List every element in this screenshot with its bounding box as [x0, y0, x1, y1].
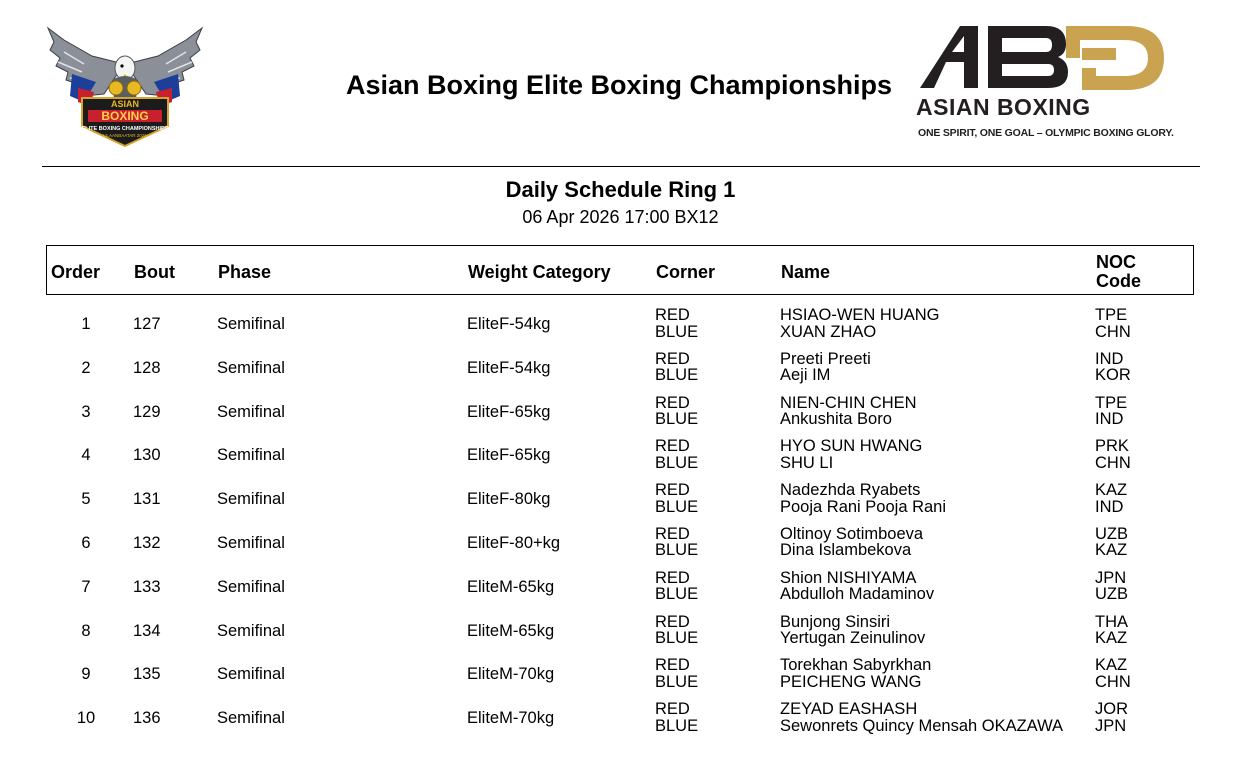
cell-weight: EliteF-65kg — [467, 402, 551, 421]
eagle-emblem-icon — [44, 22, 206, 152]
cell-weight: EliteM-65kg — [467, 621, 555, 640]
red-boxer-name: ZEYAD EASHASH — [780, 700, 918, 719]
cell-order: 2 — [81, 358, 91, 377]
table-row — [0, 480, 1241, 524]
cell-corner — [655, 657, 698, 690]
cell-weight: EliteF-54kg — [467, 358, 551, 377]
red-noc: JOR — [1095, 700, 1128, 719]
red-noc: KAZ — [1095, 656, 1128, 675]
cell-bout: 128 — [133, 358, 161, 377]
svg-text:ELITE BOXING CHAMPIONSHIPS: ELITE BOXING CHAMPIONSHIPS — [81, 126, 169, 132]
corner-red: RED — [655, 612, 690, 631]
cell-bout: 129 — [133, 402, 161, 421]
cell-name — [780, 438, 922, 471]
corner-red: RED — [655, 568, 690, 587]
header-order: Order — [51, 262, 101, 282]
cell-corner — [655, 395, 698, 428]
blue-noc: KOR — [1095, 366, 1131, 385]
cell-order: 10 — [76, 709, 96, 728]
table-row — [0, 524, 1241, 568]
blue-boxer-name: Sewonrets Quincy Mensah OKAZAWA — [780, 716, 1064, 735]
schedule-title: Daily Schedule Ring 1 — [505, 177, 736, 202]
cell-bout: 127 — [133, 315, 161, 333]
cell-name — [780, 614, 925, 647]
header-phase: Phase — [218, 262, 272, 282]
red-boxer-name: Torekhan Sabyrkhan — [780, 656, 932, 675]
cell-phase: Semifinal — [217, 315, 285, 333]
blue-boxer-name: Yertugan Zeinulinov — [780, 629, 926, 648]
table-row — [0, 699, 1241, 743]
red-boxer-name: NIEN-CHIN CHEN — [780, 393, 917, 412]
red-noc: TPE — [1095, 306, 1128, 324]
cell-corner — [655, 701, 698, 734]
cell-bout: 136 — [133, 709, 161, 728]
table-row — [0, 568, 1241, 612]
table-row — [0, 655, 1241, 699]
header-corner: Corner — [656, 262, 716, 282]
blue-boxer-name: Ankushita Boro — [780, 410, 892, 429]
cell-phase: Semifinal — [217, 665, 285, 684]
cell-name — [780, 657, 931, 690]
corner-blue: BLUE — [655, 453, 699, 472]
cell-phase: Semifinal — [217, 709, 285, 728]
red-noc: PRK — [1095, 437, 1129, 456]
cell-noc — [1095, 351, 1131, 384]
header-noc-code — [1096, 253, 1141, 291]
cell-noc — [1095, 307, 1131, 340]
cell-bout: 133 — [133, 577, 161, 596]
cell-name — [780, 570, 934, 603]
cell-order: 1 — [81, 315, 91, 333]
header-name: Name — [781, 262, 831, 282]
cell-weight: EliteF-54kg — [467, 315, 551, 333]
cell-order: 5 — [81, 490, 91, 509]
header-divider — [42, 166, 1200, 167]
red-boxer-name: Shion NISHIYAMA — [780, 568, 917, 587]
red-boxer-name: HSIAO-WEN HUANG — [780, 306, 940, 324]
svg-text:BOXING: BOXING — [101, 109, 149, 123]
header-bout: Bout — [134, 262, 175, 282]
blue-noc: IND — [1095, 497, 1124, 516]
red-boxer-name: Nadezhda Ryabets — [780, 481, 921, 500]
table-row — [0, 349, 1241, 393]
cell-weight: EliteM-70kg — [467, 665, 555, 684]
corner-blue: BLUE — [655, 585, 699, 604]
svg-text:ASIAN: ASIAN — [110, 99, 140, 109]
cell-corner — [655, 482, 698, 515]
corner-red: RED — [655, 524, 690, 543]
table-header — [46, 245, 1194, 295]
abd-logo — [916, 22, 1172, 146]
corner-blue: BLUE — [655, 366, 699, 385]
header-noc-line1: NOC — [1096, 252, 1136, 272]
corner-blue: BLUE — [655, 716, 699, 735]
schedule-rows — [0, 305, 1241, 743]
corner-red: RED — [655, 700, 690, 719]
cell-order: 6 — [81, 533, 91, 552]
svg-text:ULAANBAATAR 2026: ULAANBAATAR 2026 — [103, 133, 147, 138]
cell-order: 7 — [81, 577, 91, 596]
cell-phase: Semifinal — [217, 577, 285, 596]
blue-noc: JPN — [1095, 716, 1127, 735]
red-noc: UZB — [1095, 524, 1128, 543]
corner-blue: BLUE — [655, 497, 699, 516]
cell-weight: EliteF-65kg — [467, 446, 551, 465]
blue-boxer-name: Dina Islambekova — [780, 541, 912, 560]
cell-order: 3 — [81, 402, 91, 421]
table-row — [0, 305, 1241, 349]
table-row — [0, 436, 1241, 480]
cell-weight: EliteM-70kg — [467, 709, 555, 728]
blue-boxer-name: Abdulloh Madaminov — [780, 585, 935, 604]
corner-red: RED — [655, 656, 690, 675]
corner-blue: BLUE — [655, 672, 699, 691]
blue-noc: KAZ — [1095, 541, 1128, 560]
corner-red: RED — [655, 306, 690, 324]
abd-monogram-icon — [916, 22, 1172, 92]
cell-phase: Semifinal — [217, 490, 285, 509]
cell-noc — [1095, 614, 1128, 647]
cell-name — [780, 351, 871, 384]
corner-red: RED — [655, 393, 690, 412]
cell-noc — [1095, 657, 1131, 690]
cell-corner — [655, 307, 698, 340]
header-weight-category: Weight Category — [468, 262, 611, 282]
cell-bout: 132 — [133, 533, 161, 552]
cell-corner — [655, 614, 698, 647]
corner-blue: BLUE — [655, 410, 699, 429]
eagle-logo — [44, 22, 206, 152]
corner-blue: BLUE — [655, 322, 699, 341]
table-row — [0, 393, 1241, 437]
corner-blue: BLUE — [655, 541, 699, 560]
red-noc: THA — [1095, 612, 1128, 631]
cell-corner — [655, 570, 698, 603]
blue-boxer-name: PEICHENG WANG — [780, 672, 922, 691]
cell-order: 9 — [81, 665, 91, 684]
page-title: Asian Boxing Elite Boxing Championships — [346, 70, 893, 100]
cell-noc — [1095, 482, 1127, 515]
cell-corner — [655, 438, 698, 471]
blue-noc: CHN — [1095, 672, 1131, 691]
blue-noc: IND — [1095, 410, 1124, 429]
blue-noc: CHN — [1095, 322, 1131, 341]
cell-phase: Semifinal — [217, 446, 285, 465]
red-boxer-name: Oltinoy Sotimboeva — [780, 524, 924, 543]
cell-bout: 134 — [133, 621, 161, 640]
header-noc-line2: Code — [1096, 271, 1141, 291]
cell-name — [780, 395, 917, 428]
cell-name — [780, 701, 1063, 734]
cell-name — [780, 482, 946, 515]
cell-noc — [1095, 526, 1128, 559]
blue-boxer-name: Aeji IM — [780, 366, 831, 385]
blue-noc: CHN — [1095, 453, 1131, 472]
cell-noc — [1095, 438, 1131, 471]
blue-noc: KAZ — [1095, 629, 1128, 648]
corner-blue: BLUE — [655, 629, 699, 648]
abd-logo-text: ASIAN BOXING — [916, 94, 1091, 120]
cell-noc — [1095, 395, 1127, 428]
cell-bout: 135 — [133, 665, 161, 684]
table-row — [0, 612, 1241, 656]
red-noc: KAZ — [1095, 481, 1128, 500]
cell-noc — [1095, 570, 1128, 603]
cell-noc — [1095, 701, 1128, 734]
cell-name — [780, 307, 940, 340]
schedule-subtitle: 06 Apr 2026 17:00 BX12 — [522, 207, 719, 227]
corner-red: RED — [655, 437, 690, 456]
blue-noc: UZB — [1095, 585, 1128, 604]
cell-phase: Semifinal — [217, 358, 285, 377]
abd-tagline: ONE SPIRIT, ONE GOAL – OLYMPIC BOXING GLORY. — [918, 127, 1174, 139]
cell-weight: EliteF-80+kg — [467, 533, 561, 552]
cell-phase: Semifinal — [217, 621, 285, 640]
cell-bout: 131 — [133, 490, 161, 509]
cell-order: 4 — [81, 446, 91, 465]
blue-boxer-name: SHU LI — [780, 453, 834, 472]
cell-weight: EliteF-80kg — [467, 490, 551, 509]
red-noc: TPE — [1095, 393, 1128, 412]
red-boxer-name: HYO SUN HWANG — [780, 437, 923, 456]
blue-boxer-name: Pooja Rani Pooja Rani — [780, 497, 947, 516]
cell-phase: Semifinal — [217, 533, 285, 552]
red-boxer-name: Preeti Preeti — [780, 349, 871, 368]
cell-phase: Semifinal — [217, 402, 285, 421]
corner-red: RED — [655, 481, 690, 500]
red-boxer-name: Bunjong Sinsiri — [780, 612, 891, 631]
cell-order: 8 — [81, 621, 91, 640]
cell-bout: 130 — [133, 446, 161, 465]
corner-red: RED — [655, 349, 690, 368]
blue-boxer-name: XUAN ZHAO — [780, 322, 877, 341]
cell-corner — [655, 526, 698, 559]
cell-corner — [655, 351, 698, 384]
cell-weight: EliteM-65kg — [467, 577, 555, 596]
cell-name — [780, 526, 923, 559]
red-noc: JPN — [1095, 568, 1127, 587]
red-noc: IND — [1095, 349, 1124, 368]
